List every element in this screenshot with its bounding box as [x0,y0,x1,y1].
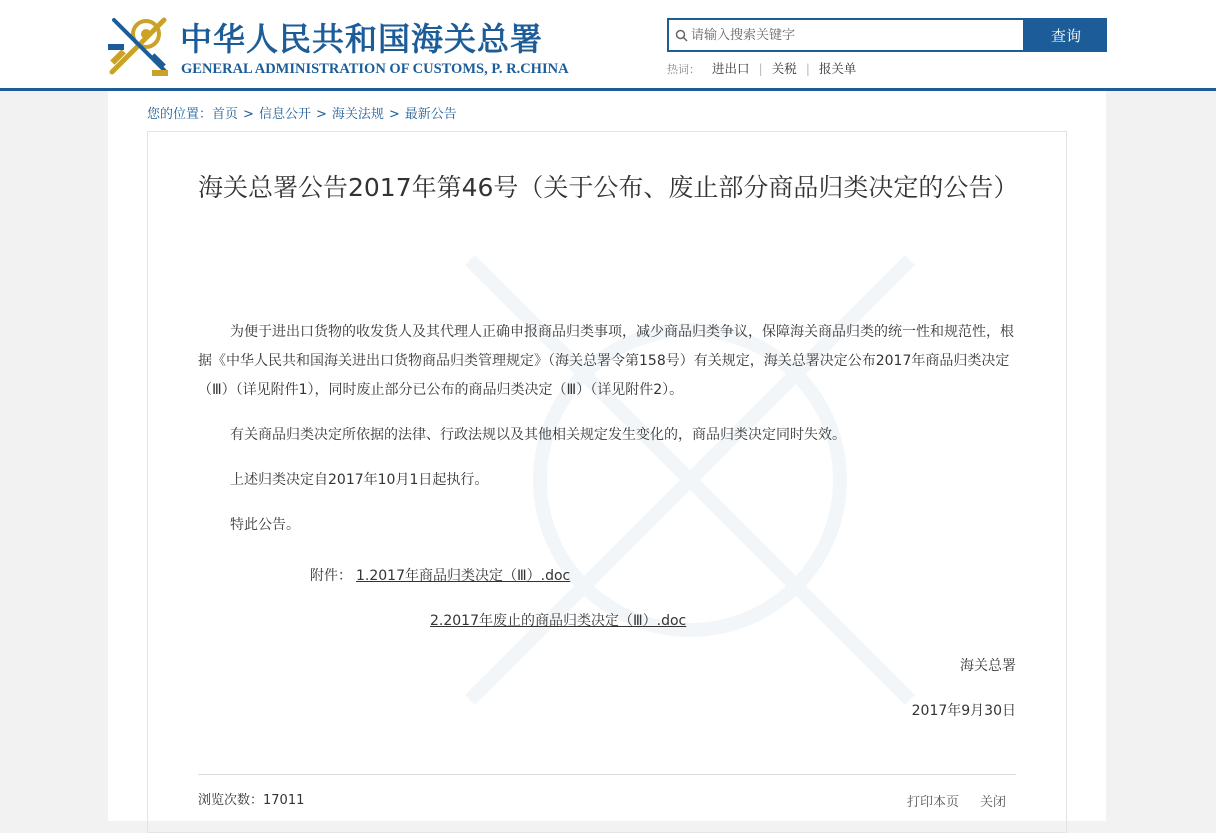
breadcrumb-home[interactable]: 首页 [212,107,239,122]
breadcrumb-customs-law[interactable]: 海关法规 [331,107,384,122]
hot-words [667,59,856,77]
breadcrumb [147,103,457,122]
close-page-link[interactable]: 关闭 [980,795,1007,810]
footer-divider [198,774,1016,775]
breadcrumb-latest-notice[interactable]: 最新公告 [404,107,457,122]
breadcrumb-separator: > [243,107,254,122]
hot-word-divider: | [758,61,763,76]
search-input[interactable] [691,22,1016,48]
view-count: 浏览次数：17011 [198,793,305,808]
article-date: 2017年9月30日 [911,703,1016,719]
article-paragraph: 为便于进出口货物的收发货人及其代理人正确申报商品归类事项，减少商品归类争议，保障海关商品归类的统一性和规范性，根据《中华人民共和国海关进出口货物商品归类管理规定》（海关总署令第158号）有关规定，海关总署决定公布2017年商品归类决定（Ⅲ）（详见附件1），同时废止部分已公布的商品归类决定（Ⅲ）（详见附件2）。 [198,324,1014,398]
hot-word-link[interactable]: 报关单 [818,61,857,76]
article-paragraph: 有关商品归类决定所依据的法律、行政法规以及其他相关规定发生变化的，商品归类决定同时失效。 [230,427,846,443]
print-page-link[interactable]: 打印本页 [907,795,960,810]
attachment-row [310,565,570,585]
article-signature: 海关总署 [960,658,1016,674]
search-icon [675,29,688,42]
breadcrumb-separator: > [388,107,400,122]
breadcrumb-prefix: 您的位置： [147,107,213,122]
site-header [0,0,1216,91]
hot-words-label: 热词： [667,63,700,76]
site-logo-chinese[interactable]: 中华人民共和国海关总署 [180,20,544,58]
attachment-link[interactable]: 1.2017年商品归类决定（Ⅲ）.doc [356,568,571,584]
attachment-link[interactable]: 2.2017年废止的商品归类决定（Ⅲ）.doc [430,613,687,629]
article-paragraph: 特此公告。 [230,517,300,533]
customs-emblem-icon [106,14,172,78]
attachment-label: 附件： [310,568,352,584]
article-body [198,318,1016,549]
article-paragraph: 上述归类决定自2017年10月1日起执行。 [230,472,489,488]
site-logo-english[interactable]: GENERAL ADMINISTRATION OF CUSTOMS, P. R.CHINA [181,61,569,77]
breadcrumb-separator: > [315,107,327,122]
article-title: 海关总署公告2017年第46号（关于公布、废止部分商品归类决定的公告） [198,173,1019,202]
attachment-row [430,610,686,630]
hot-word-link[interactable]: 进出口 [711,61,750,76]
hot-word-divider: | [805,61,810,76]
hot-word-link[interactable]: 关税 [771,61,797,76]
search-button[interactable]: 查询 [1025,18,1107,52]
search-box [667,18,1025,52]
breadcrumb-info-open[interactable]: 信息公开 [258,107,311,122]
